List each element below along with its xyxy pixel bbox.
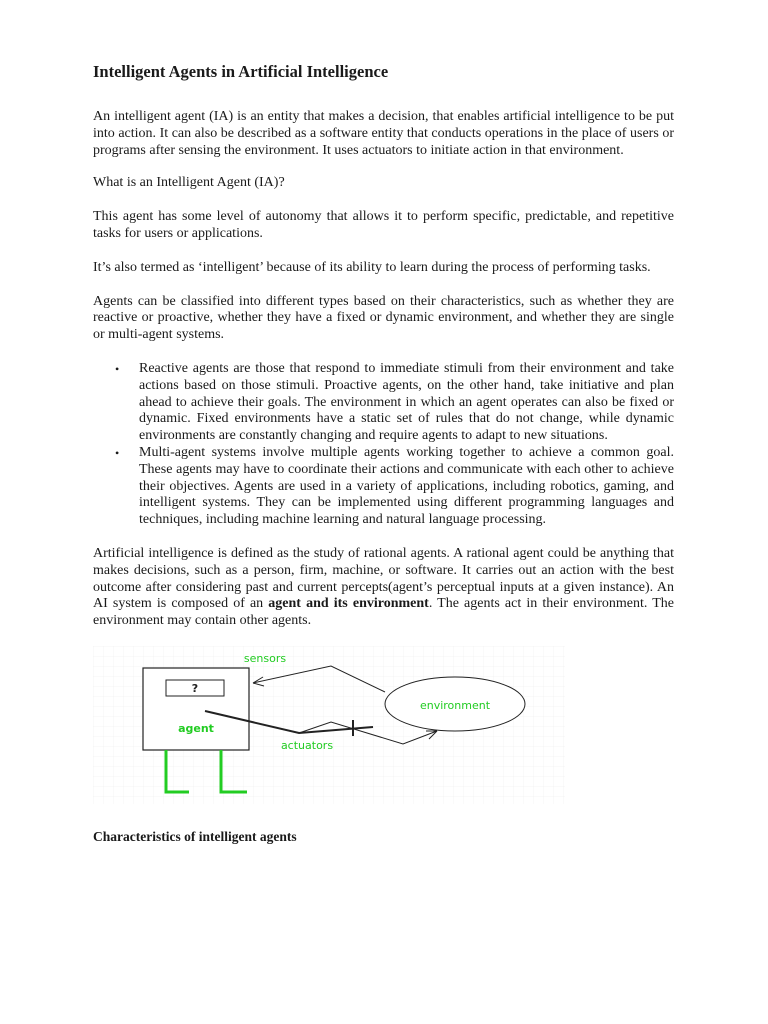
list-item-text: Multi-agent systems involve multiple agents working together to achieve a common goal. These agents may have to coordinate their actions and communicate with each other to achieve their objectives. Agents are used in a variety of applications, including robotics, gaming, and intelligent systems. They can be implemented using different programming languages and techniques, including machine learning and natural language processing.	[139, 444, 674, 528]
list-item-text: Reactive agents are those that respond to immediate stimuli from their environment and take actions based on those stimuli. Proactive agents, on the other hand, take initiative and plan ahead to achieve their goals. The environment in which an agent operates can also be fixed or dynamic. Fixed environments have a static set of rules that do not change, while dynamic environments are constantly changing and require agents to adapt to new situations.	[139, 360, 674, 444]
sensors-label: sensors	[243, 651, 287, 665]
intro-paragraph: An intelligent agent (IA) is an entity that makes a decision, that enables artificial intelligence to be put into action. It can also be described as a software entity that conducts operations in the place of users or programs after sensing the environment. It uses actuators to initiate action in that environment.	[93, 109, 674, 158]
rational-text-start: Artificial intelligence is defined as the study of rational agents. A rational agent could be anything that makes decisions, such as a person, firm, machine, or software. It carries out an action with the best outcome after considering past and current percepts(agent’s perceptual inputs at a given instance). An AI system is composed of an	[93, 545, 674, 612]
bullet-icon: •	[115, 445, 120, 460]
agent-types-list	[93, 361, 674, 529]
bullet-icon: •	[115, 361, 120, 376]
agent-label: agent	[178, 721, 214, 735]
rational-agent-paragraph	[93, 546, 674, 630]
classification-paragraph: Agents can be classified into different types based on their characteristics, such as whether they are reactive or proactive, whether they have a fixed or dynamic environment, and whether they are single or multi-agent systems.	[93, 293, 674, 343]
characteristics-heading: Characteristics of intelligent agents	[93, 828, 297, 844]
question-heading: What is an Intelligent Agent (IA)?	[93, 175, 285, 191]
actuators-label: actuators	[280, 738, 334, 752]
list-item	[93, 445, 674, 529]
intelligent-term-paragraph: It’s also termed as ‘intelligent’ because of its ability to learn during the process of performing tasks.	[93, 259, 651, 275]
rational-text-end: . The agents act in their environment. The environment may contain other agents.	[93, 596, 674, 629]
list-item	[93, 361, 674, 445]
environment-label: environment	[419, 698, 491, 712]
diagram-svg	[93, 646, 565, 804]
rational-bold-text: agent and its environment	[268, 596, 429, 612]
agent-environment-diagram	[93, 646, 565, 804]
document-title: Intelligent Agents in Artificial Intelligence	[93, 62, 389, 81]
document-content	[93, 60, 674, 846]
autonomy-paragraph: This agent has some level of autonomy that allows it to perform specific, predictable, and repetitive tasks for users or applications.	[93, 209, 674, 241]
unknown-label: ?	[191, 681, 199, 695]
